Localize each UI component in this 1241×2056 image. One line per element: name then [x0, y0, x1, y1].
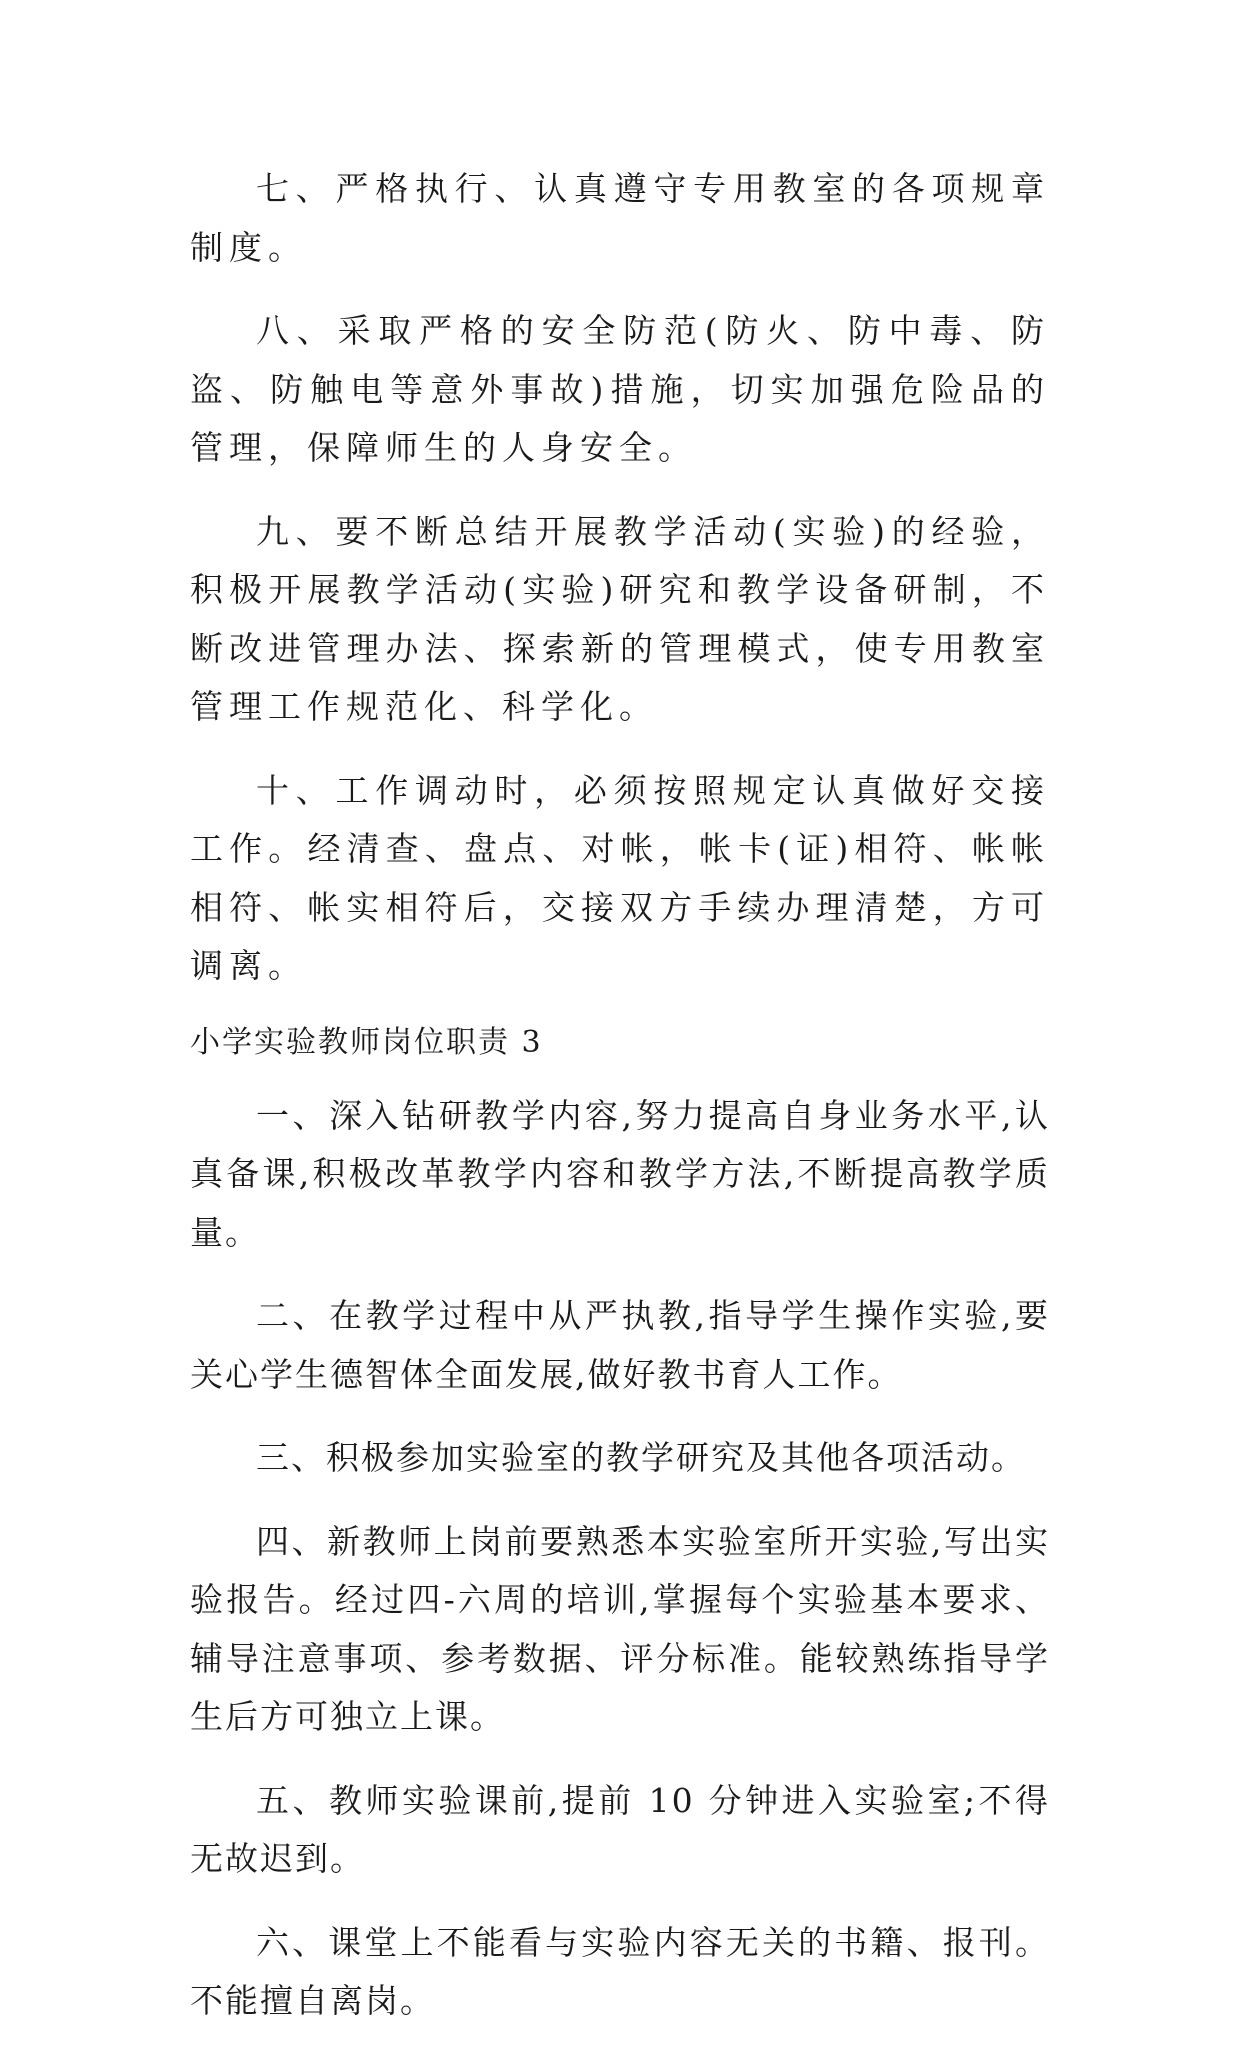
paragraph-duty-4: 四、新教师上岗前要熟悉本实验室所开实验,写出实验报告。经过四-六周的培训,掌握每个实验基本要求、辅导注意事项、参考数据、评分标准。能较熟练指导学生后方可独立上课。 — [190, 1521, 1050, 1736]
paragraph-rule-10: 十、工作调动时，必须按照规定认真做好交接工作。经清查、盘点、对帐，帐卡(证)相符、帐帐相符、帐实相符后，交接双方手续办理清楚，方可调离。 — [190, 770, 1050, 985]
paragraph-duty-5: 五、教师实验课前,提前 10 分钟进入实验室;不得无故迟到。 — [190, 1780, 1050, 1878]
paragraph-duty-1: 一、深入钻研教学内容,努力提高自身业务水平,认真备课,积极改革教学内容和教学方法,不断提高教学质量。 — [190, 1095, 1050, 1252]
paragraph-duty-2: 二、在教学过程中从严执教,指导学生操作实验,要关心学生德智体全面发展,做好教书育人工作。 — [190, 1296, 1050, 1394]
paragraph-duty-3: 三、积极参加实验室的教学研究及其他各项活动。 — [256, 1438, 1026, 1477]
document-body — [190, 160, 1050, 2056]
paragraph-rule-9: 九、要不断总结开展教学活动(实验)的经验，积极开展教学活动(实验)研究和教学设备研制，不断改进管理办法、探索新的管理模式，使专用教室管理工作规范化、科学化。 — [190, 511, 1050, 726]
section-heading: 小学实验教师岗位职责 3 — [190, 1024, 543, 1060]
paragraph-rule-8: 八、采取严格的安全防范(防火、防中毒、防盗、防触电等意外事故)措施，切实加强危险品的管理，保障师生的人身安全。 — [190, 311, 1050, 467]
paragraph-rule-7: 七、严格执行、认真遵守专用教室的各项规章制度。 — [190, 169, 1050, 267]
paragraph-duty-6: 六、课堂上不能看与实验内容无关的书籍、报刊。不能擅自离岗。 — [190, 1922, 1050, 2020]
